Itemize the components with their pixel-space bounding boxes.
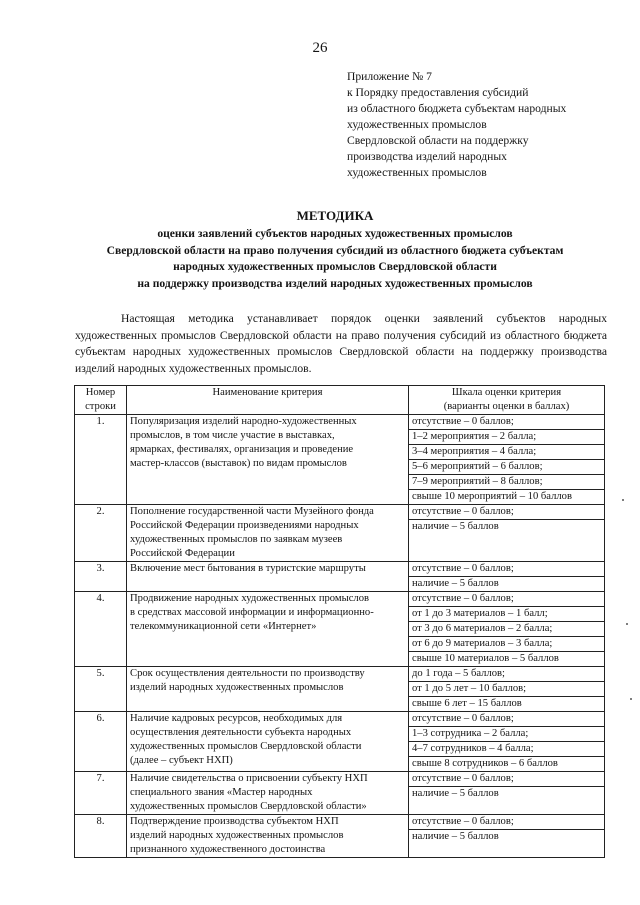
row-number: 8.	[75, 815, 127, 858]
criterion-line: Срок осуществления деятельности по производству	[130, 668, 365, 679]
scale-option: свыше 10 мероприятий – 10 баллов	[412, 491, 572, 502]
criterion-name	[127, 712, 409, 772]
subtitle-line: на поддержку производства изделий народных художественных промыслов	[137, 276, 533, 290]
table-header-row	[75, 386, 605, 415]
appendix-header	[347, 69, 566, 181]
row-number: 3.	[75, 562, 127, 592]
criterion-line: промыслов, в том числе участие в выставках,	[130, 430, 335, 441]
appendix-line: художественных промыслов	[347, 118, 487, 131]
scale-option: наличие – 5 баллов	[412, 831, 499, 842]
page-number: 26	[312, 40, 328, 56]
scale-option: свыше 6 лет – 15 баллов	[412, 698, 522, 709]
criterion-line: (далее – субъект НХП)	[130, 755, 233, 766]
scale-option: 1–2 мероприятия – 2 балла;	[409, 430, 604, 445]
criterion-name	[127, 415, 409, 505]
scale-option: отсутствие – 0 баллов;	[409, 505, 604, 520]
table-row	[75, 667, 605, 712]
scale-option: отсутствие – 0 баллов;	[409, 815, 604, 830]
criterion-line: Пополнение государственной части Музейного фонда	[130, 506, 374, 517]
criterion-name	[127, 562, 409, 592]
header-row-number	[75, 386, 127, 415]
criterion-name	[127, 505, 409, 562]
criterion-line: изделий народных художественных промыслов	[130, 682, 344, 693]
scale-options	[409, 772, 605, 815]
scale-option: свыше 8 сотрудников – 6 баллов	[412, 758, 558, 769]
row-number: 1.	[75, 415, 127, 505]
scale-option: наличие – 5 баллов	[412, 788, 499, 799]
header-text: Шкала оценки критерия	[451, 387, 562, 398]
criterion-line: художественных промыслов Свердловской области»	[130, 801, 367, 812]
criterion-line: телекоммуникационной сети «Интернет»	[130, 621, 317, 632]
criterion-line: ярмарках, фестивалях, организация и проведение	[130, 444, 354, 455]
scan-speck	[626, 623, 628, 625]
criterion-line: в средствах массовой информации и информационно-	[130, 607, 374, 618]
scale-options	[409, 592, 605, 667]
criterion-line: Включение мест бытования в туристские маршруты	[130, 563, 366, 574]
scale-option: 4–7 сотрудников – 4 балла;	[409, 742, 604, 757]
scale-option: от 3 до 6 материалов – 2 балла;	[409, 622, 604, 637]
row-number: 2.	[75, 505, 127, 562]
scan-speck	[622, 499, 624, 501]
scale-option: 7–9 мероприятий – 8 баллов;	[409, 475, 604, 490]
scale-option: отсутствие – 0 баллов;	[409, 772, 604, 787]
criterion-line: художественных промыслов Свердловской области	[130, 741, 362, 752]
scale-option: отсутствие – 0 баллов;	[409, 592, 604, 607]
header-criterion-name	[127, 386, 409, 415]
header-text: Наименование критерия	[212, 387, 323, 398]
scale-option: от 1 до 5 лет – 10 баллов;	[409, 682, 604, 697]
criterion-name	[127, 815, 409, 858]
criterion-line: Российской Федерации	[130, 548, 235, 559]
scale-options	[409, 562, 605, 592]
criterion-line: Наличие кадровых ресурсов, необходимых для	[130, 713, 343, 724]
criteria-table-body	[75, 415, 605, 858]
criterion-line: осуществления деятельности субъекта народных	[130, 727, 352, 738]
subtitle-line: Свердловской области на право получения субсидий из областного бюджета субъектам	[106, 243, 564, 257]
table-row	[75, 415, 605, 505]
table-row	[75, 772, 605, 815]
row-number: 5.	[75, 667, 127, 712]
scale-option: отсутствие – 0 баллов;	[409, 415, 604, 430]
criterion-line: изделий народных художественных промыслов	[130, 830, 344, 841]
header-scale	[409, 386, 605, 415]
scale-option: наличие – 5 баллов	[412, 578, 499, 589]
criterion-name	[127, 667, 409, 712]
document-title: МЕТОДИКА	[296, 208, 374, 223]
table-row	[75, 505, 605, 562]
appendix-line: Приложение № 7	[347, 70, 432, 83]
scan-speck	[630, 698, 632, 700]
criterion-name	[127, 772, 409, 815]
scale-option: наличие – 5 баллов	[412, 521, 499, 532]
appendix-line: Свердловской области на поддержку	[347, 134, 529, 147]
row-number: 7.	[75, 772, 127, 815]
criteria-table	[74, 385, 605, 858]
criterion-name	[127, 592, 409, 667]
criterion-line: художественных промыслов по заявкам музеев	[130, 534, 343, 545]
scale-option: от 6 до 9 материалов – 3 балла;	[409, 637, 604, 652]
scale-options	[409, 415, 605, 505]
scale-option: 5–6 мероприятий – 6 баллов;	[409, 460, 604, 475]
criterion-line: Продвижение народных художественных промыслов	[130, 593, 369, 604]
header-text: строки	[85, 401, 116, 412]
document-title-block	[60, 206, 610, 292]
appendix-line: художественных промыслов	[347, 166, 487, 179]
scale-option: до 1 года – 5 баллов;	[409, 667, 604, 682]
scale-options	[409, 815, 605, 858]
appendix-line: к Порядку предоставления субсидий	[347, 86, 529, 99]
criterion-line: Российской Федерации произведениями народных	[130, 520, 359, 531]
header-text: Номер	[85, 387, 116, 398]
appendix-line: из областного бюджета субъектам народных	[347, 102, 567, 115]
table-row	[75, 592, 605, 667]
row-number: 6.	[75, 712, 127, 772]
scale-option: отсутствие – 0 баллов;	[409, 562, 604, 577]
scale-option: от 1 до 3 материалов – 1 балл;	[409, 607, 604, 622]
subtitle-line: народных художественных промыслов Свердловской области	[173, 260, 497, 273]
table-row	[75, 815, 605, 858]
table-row	[75, 712, 605, 772]
criterion-line: Наличие свидетельства о присвоении субъекту НХП	[130, 773, 368, 784]
table-row	[75, 562, 605, 592]
scale-options	[409, 667, 605, 712]
criterion-line: Популяризация изделий народно-художественных	[130, 416, 357, 427]
scale-options	[409, 712, 605, 772]
scale-options	[409, 505, 605, 562]
intro-paragraph: Настоящая методика устанавливает порядок оценки заявлений субъектов народных художественных промыслов Свердловской области на право получения субсидий из областного бюджета субъектам народных художественных промыслов Свердловской области на поддержку производства изделий народных художественных промыслов.	[75, 312, 607, 375]
header-text: (варианты оценки в баллах)	[443, 401, 570, 412]
scale-option: отсутствие – 0 баллов;	[409, 712, 604, 727]
scale-option: свыше 10 материалов – 5 баллов	[412, 653, 559, 664]
scale-option: 3–4 мероприятия – 4 балла;	[409, 445, 604, 460]
criterion-line: специального звания «Мастер народных	[130, 787, 313, 798]
subtitle-line: оценки заявлений субъектов народных художественных промыслов	[157, 227, 513, 240]
criterion-line: Подтверждение производства субъектом НХП	[130, 816, 339, 827]
appendix-line: производства изделий народных	[347, 150, 507, 163]
criterion-line: мастер-классов (выставок) по видам промыслов	[130, 458, 347, 469]
criterion-line: признанного художественного достоинства	[130, 844, 326, 855]
row-number: 4.	[75, 592, 127, 667]
scale-option: 1–3 сотрудника – 2 балла;	[409, 727, 604, 742]
